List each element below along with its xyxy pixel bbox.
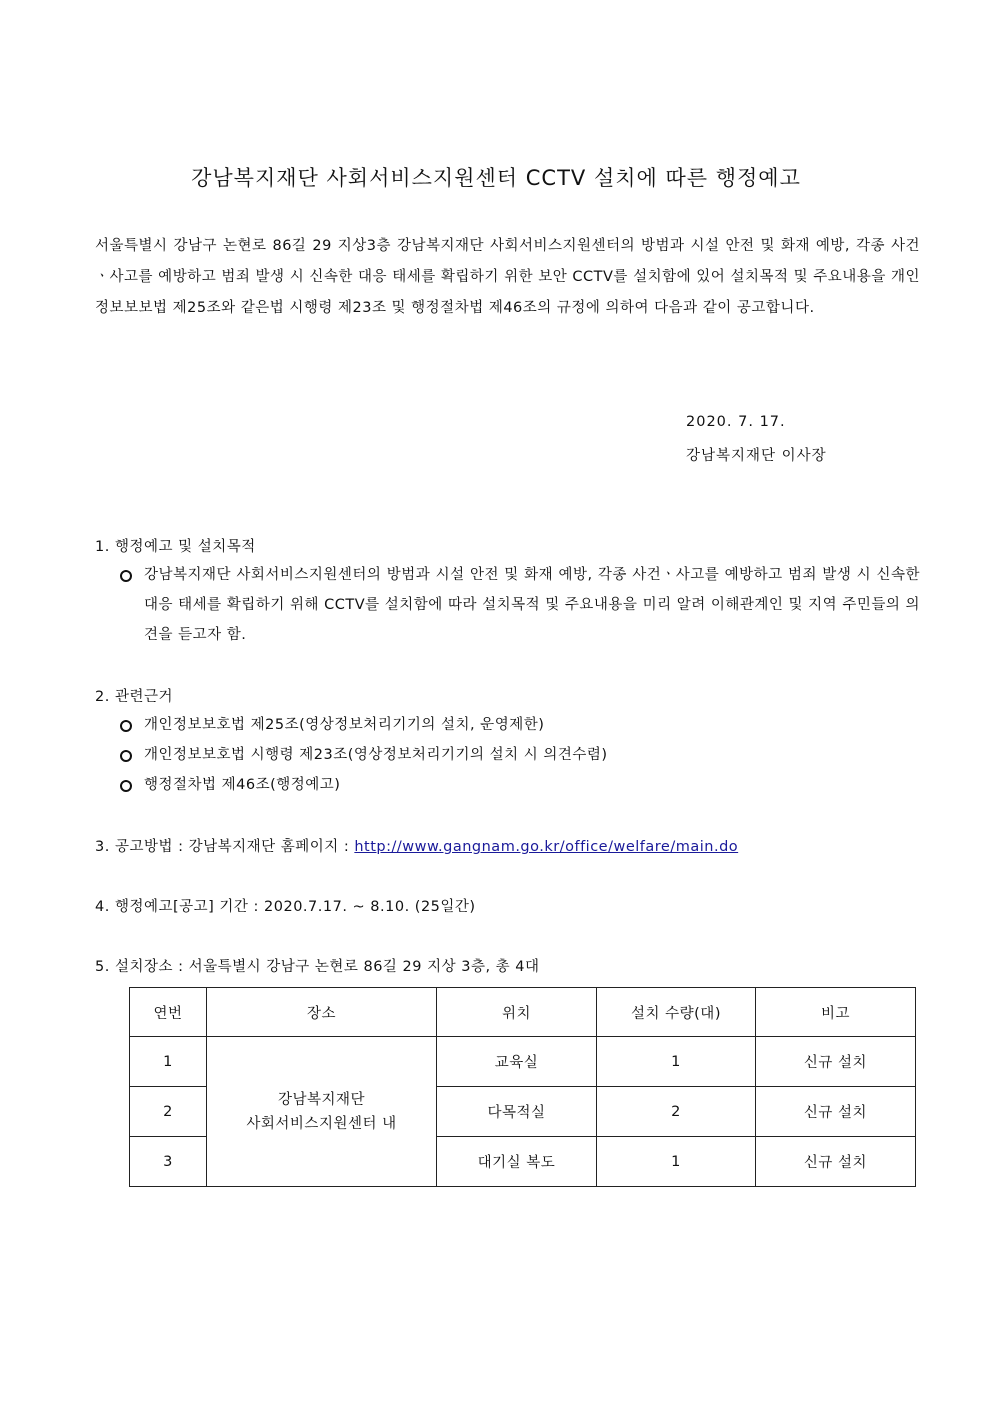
section-2-heading: 2. 관련근거	[95, 689, 173, 705]
header-place: 장소	[207, 988, 437, 1037]
section-1-bullet	[120, 560, 920, 650]
cell-note: 신규 설치	[756, 1087, 916, 1137]
cell-no: 2	[130, 1087, 207, 1137]
cell-location: 대기실 복도	[437, 1137, 597, 1187]
notice-signer: 강남복지재단 이사장	[686, 448, 827, 464]
section-1-heading: 1. 행정예고 및 설치목적	[95, 539, 256, 555]
document-title: 강남복지재단 사회서비스지원센터 CCTV 설치에 따른 행정예고	[191, 166, 801, 190]
place-line-2: 사회서비스지원센터 내	[246, 1115, 397, 1132]
cell-no: 1	[130, 1037, 207, 1087]
section-5-heading: 5. 설치장소 : 서울특별시 강남구 논현로 86길 29 지상 3층, 총 4대	[95, 959, 540, 975]
circle-bullet-icon	[120, 780, 132, 792]
table-header-row	[130, 988, 916, 1037]
bullet-text: 행정절차법 제46조(행정예고)	[144, 777, 341, 793]
cell-note: 신규 설치	[756, 1137, 916, 1187]
bullet-text: 개인정보보호법 제25조(영상정보처리기기의 설치, 운영제한)	[144, 717, 545, 733]
circle-bullet-icon	[120, 720, 132, 732]
homepage-link[interactable]: http://www.gangnam.go.kr/office/welfare/main.do	[354, 839, 739, 855]
section-4-heading: 4. 행정예고[공고] 기간 : 2020.7.17. ~ 8.10. (25일간)	[95, 899, 476, 915]
circle-bullet-icon	[120, 750, 132, 762]
header-no: 연번	[130, 988, 207, 1037]
notice-date: 2020. 7. 17.	[686, 414, 786, 430]
bullet-text: 개인정보보호법 시행령 제23조(영상정보처리기기의 설치 시 의견수렴)	[144, 747, 608, 763]
section-3	[95, 835, 738, 856]
installation-table	[129, 987, 916, 1187]
cell-quantity: 1	[597, 1137, 756, 1187]
section-3-heading: 3. 공고방법 : 강남복지재단 홈페이지 :	[95, 839, 355, 855]
cell-no: 3	[130, 1137, 207, 1187]
intro-paragraph: 서울특별시 강남구 논현로 86길 29 지상3층 강남복지재단 사회서비스지원센터의 방범과 시설 안전 및 화재 예방, 각종 사건ㆍ사고를 예방하고 범죄 발생 시 신속한 대응 태세를 확립하기 위한 보안 CCTV를 설치함에 있어 설치목적 및 주요내용을 개인정보보보법 제25조와 같은법 시행령 제23조 및 행정절차법 제46조의 규정에 의하여 다음과 같이 공고합니다.	[95, 238, 920, 316]
section-2-bullet	[120, 775, 920, 795]
bullet-text: 강남복지재단 사회서비스지원센터의 방범과 시설 안전 및 화재 예방, 각종 사건ㆍ사고를 예방하고 범죄 발생 시 신속한 대응 태세를 확립하기 위해 CCTV를 설치함에 따라 설치목적 및 주요내용을 미리 알려 이해관계인 및 지역 주민들의 의견을 듣고자 함.	[144, 567, 920, 643]
cell-quantity: 2	[597, 1087, 756, 1137]
cell-note: 신규 설치	[756, 1037, 916, 1087]
header-note: 비고	[756, 988, 916, 1037]
cell-location: 교육실	[437, 1037, 597, 1087]
table-row	[130, 1037, 916, 1087]
place-line-1: 강남복지재단	[277, 1091, 366, 1108]
section-2-bullet	[120, 715, 920, 735]
section-2-bullet	[120, 745, 920, 765]
header-quantity: 설치 수량(대)	[597, 988, 756, 1037]
cell-quantity: 1	[597, 1037, 756, 1087]
header-location: 위치	[437, 988, 597, 1037]
circle-bullet-icon	[120, 570, 132, 582]
cell-location: 다목적실	[437, 1087, 597, 1137]
cell-place	[207, 1037, 437, 1187]
